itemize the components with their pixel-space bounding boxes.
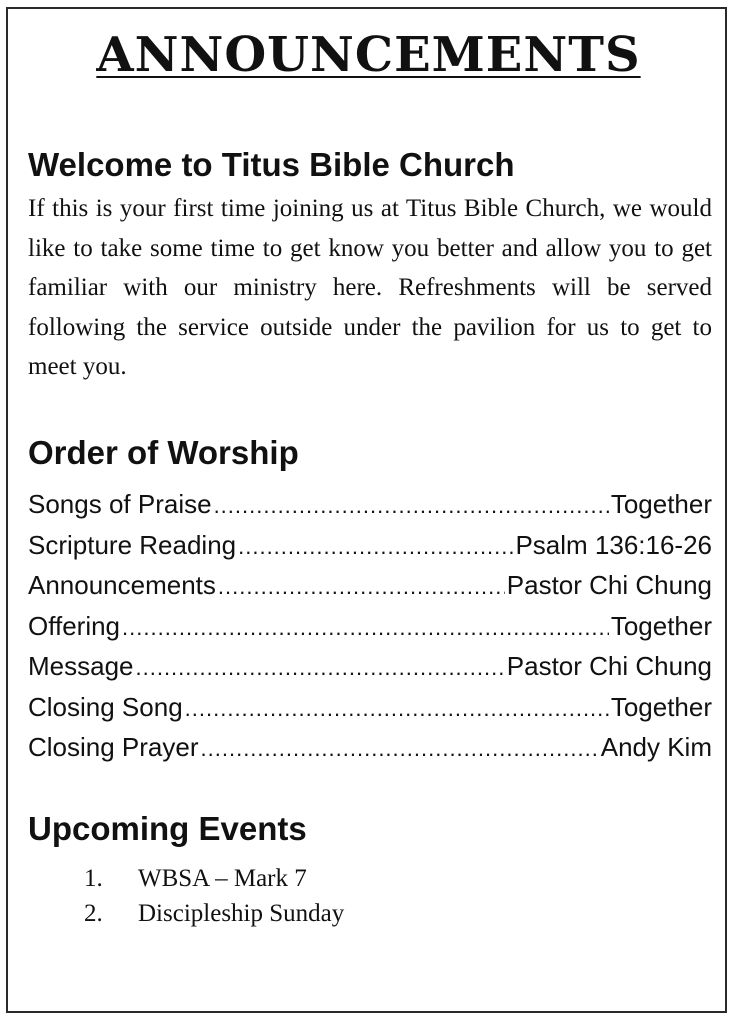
dot-leader: [218, 568, 505, 607]
worship-item: [28, 607, 712, 648]
event-text: Discipleship Sunday: [138, 900, 345, 927]
worship-item-name: Songs of Praise: [28, 489, 212, 519]
event-text: WBSA – Mark 7: [138, 865, 307, 892]
worship-item-leader: Psalm 136:16-26: [515, 529, 712, 560]
worship-item-leader: Pastor Chi Chung: [506, 570, 712, 600]
event-item: [84, 861, 344, 896]
worship-item: [28, 728, 712, 769]
upcoming-events-list: [84, 861, 344, 931]
dot-leader: [185, 690, 609, 729]
worship-item: [28, 485, 712, 526]
worship-item-leader: Together: [610, 610, 712, 641]
worship-item-name: Offering: [28, 610, 121, 641]
worship-item-name: Scripture Reading: [28, 529, 237, 560]
worship-item: [28, 688, 712, 729]
worship-item-leader: Andy Kim: [600, 732, 712, 762]
worship-item-leader: Pastor Chi Chung: [506, 651, 712, 681]
dot-leader: [122, 609, 609, 648]
event-number: 2.: [84, 900, 103, 927]
announcement-page: [6, 7, 727, 1013]
order-of-worship-heading: Order of Worship: [28, 434, 299, 471]
event-number: 1.: [84, 865, 103, 892]
worship-item: [28, 526, 712, 567]
page-title: ANNOUNCEMENTS: [96, 27, 641, 83]
upcoming-events-heading: Upcoming Events: [28, 810, 307, 847]
worship-item: [28, 647, 712, 688]
dot-leader: [136, 649, 505, 688]
worship-item-leader: Together: [610, 489, 712, 519]
worship-item: [28, 566, 712, 607]
worship-item-leader: Together: [610, 691, 712, 722]
welcome-paragraph: If this is your first time joining us at Titus Bible Church, we would like to take some time to get know you better and allow you to get familiar with our ministry here. Refreshments will be served following the service outside under the pavilion for us to get to meet you.: [28, 195, 712, 380]
dot-leader: [201, 730, 599, 769]
worship-item-name: Message: [28, 651, 134, 681]
dot-leader: [238, 528, 513, 567]
worship-item-name: Announcements: [28, 570, 216, 600]
dot-leader: [214, 487, 609, 526]
worship-item-name: Closing Song: [28, 691, 183, 722]
worship-item-name: Closing Prayer: [28, 732, 199, 762]
event-item: [84, 896, 344, 931]
welcome-heading: Welcome to Titus Bible Church: [28, 146, 515, 183]
order-of-worship-list: [28, 485, 712, 769]
